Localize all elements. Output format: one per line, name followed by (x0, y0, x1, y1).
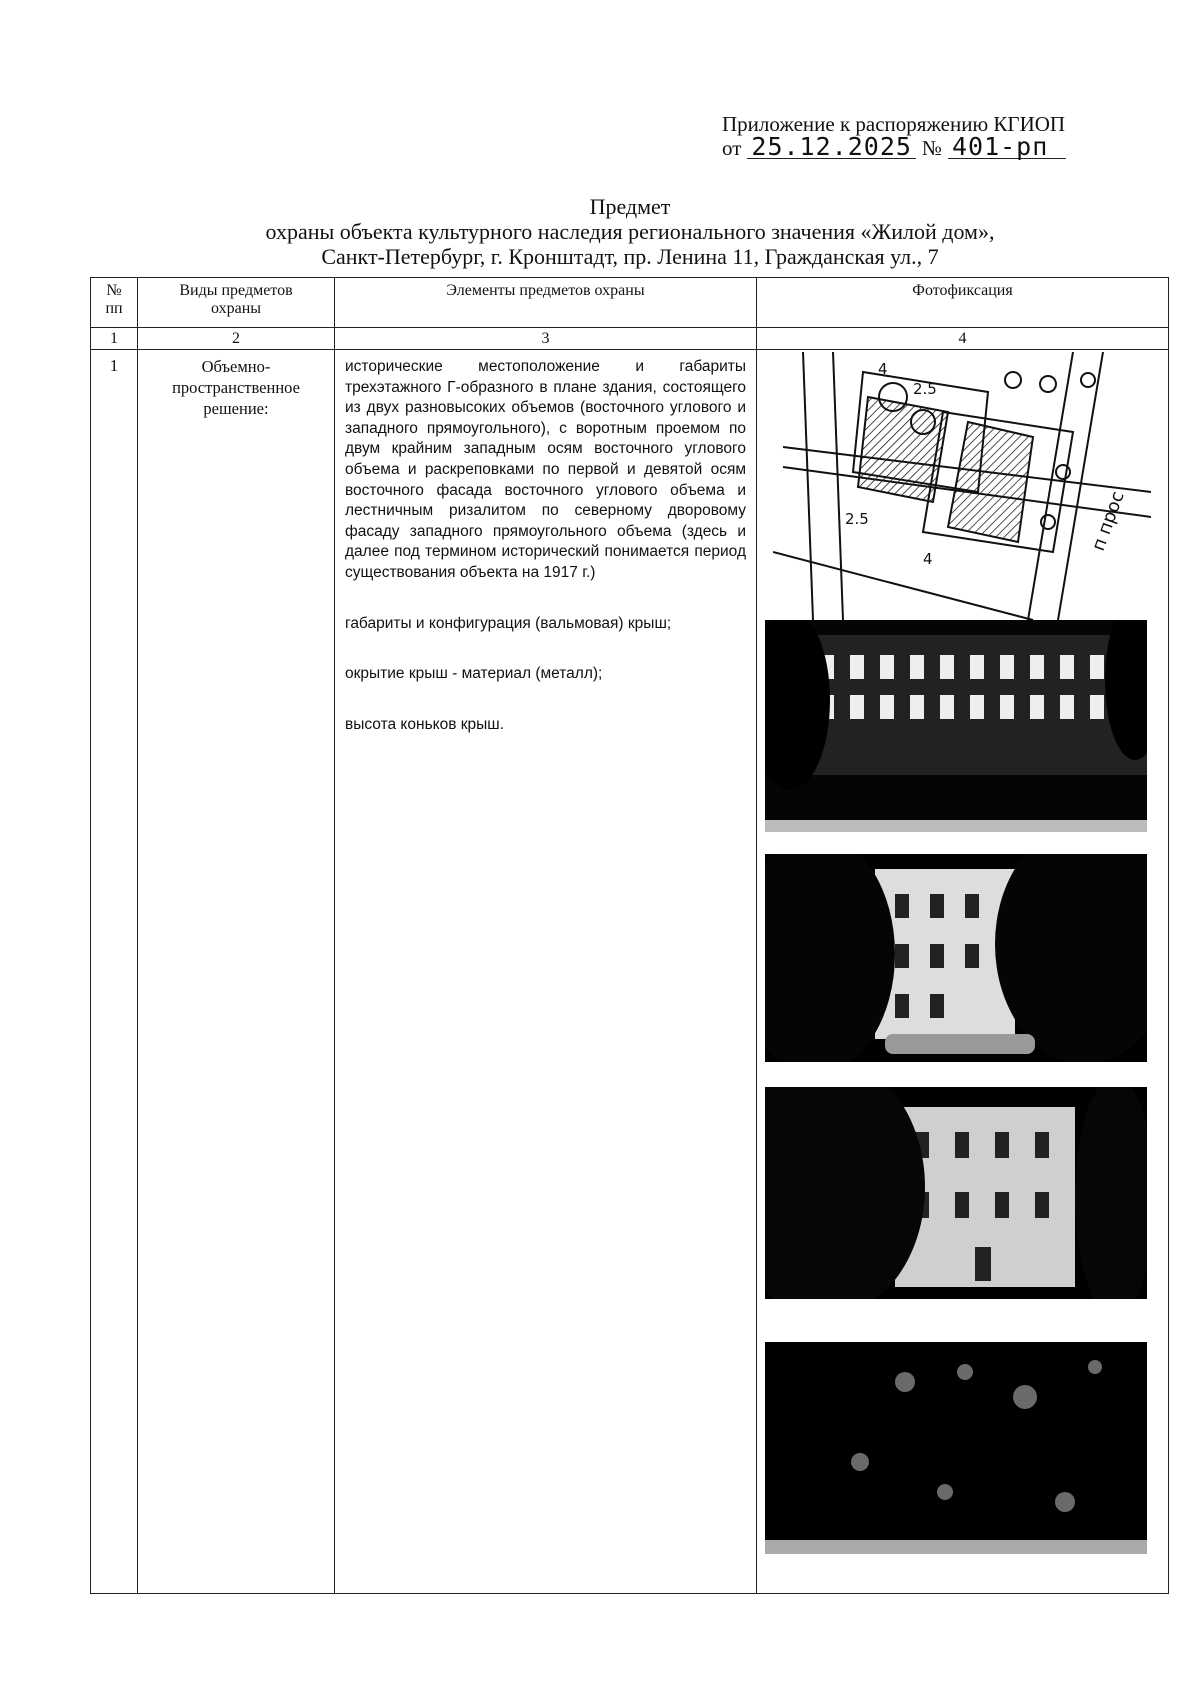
title-line-1: Предмет (589, 194, 671, 219)
plan-line (803, 352, 813, 620)
ref-number-label: № (921, 136, 942, 160)
plan-elevation-label: 2.5 (913, 380, 937, 398)
index-1: 1 (91, 328, 138, 350)
element-text-4: высота коньков крыш. (345, 715, 505, 733)
plan-tree (1040, 376, 1056, 392)
row-number: 1 (91, 350, 138, 1594)
facade-photo-3 (765, 1087, 1147, 1299)
facade-photo-1 (765, 620, 1147, 832)
index-2: 2 (138, 328, 335, 350)
row-elements (335, 350, 757, 1594)
header-kind: Виды предметов охраны (138, 278, 335, 328)
header-photo: Фотофиксация (757, 278, 1169, 328)
document-title (90, 194, 1170, 269)
index-4: 4 (757, 328, 1169, 350)
plan-line (833, 352, 843, 620)
plan-tree (1081, 373, 1095, 387)
plan-building-hatched (948, 422, 1033, 542)
plan-number-label: 4 (878, 360, 888, 378)
row-kind: Объемно-пространственное решение: (138, 350, 335, 1594)
element-text-1: исторические местоположение и габариты трехэтажного Г-образного в плане здания, состоящего из двух разновысоких объемов (восточного углового и западного прямоугольного), с воротным проемом по двум крайним западным осям восточного углового объема и раскреповками по первой и девятой осям восточного фасада восточного углового объема и лестничным ризалитом по северному дворовому фасаду западного прямоугольного объема (здесь и далее под термином исторический понимается период существования объекта на 1917 г.) (345, 358, 746, 581)
appendix-header (722, 112, 1072, 160)
plan-tree (1041, 515, 1055, 529)
order-date: 25.12.2025 (747, 136, 916, 159)
header-elements: Элементы предметов охраны (335, 278, 757, 328)
table-header-row (91, 278, 1169, 328)
title-line-2: охраны объекта культурного наследия регионального значения «Жилой дом», (265, 219, 995, 244)
plan-number-label: 4 (923, 550, 933, 568)
ref-prefix: от (722, 136, 742, 160)
row-photos (757, 350, 1169, 1594)
facade-photo-2 (765, 854, 1147, 1062)
plan-street-label: п прос (1087, 488, 1129, 554)
title-line-3: Санкт-Петербург, г. Кронштадт, пр. Ленина 11, Гражданская ул., 7 (321, 244, 939, 269)
plan-tree (1056, 465, 1070, 479)
index-3: 3 (335, 328, 757, 350)
order-reference (722, 132, 1072, 161)
element-text-2: габариты и конфигурация (вальмовая) крыш; (345, 614, 672, 632)
facade-photo-4 (765, 1342, 1147, 1554)
plan-elevation-label: 2.5 (845, 510, 869, 528)
protection-subject-table (90, 277, 1169, 1594)
header-number: № пп (91, 278, 138, 328)
car (885, 1034, 1035, 1054)
element-text-3: окрытие крыш - материал (металл); (345, 665, 603, 683)
order-number: 401-рп (948, 136, 1066, 159)
table-row (91, 350, 1169, 1594)
column-index-row (91, 328, 1169, 350)
plan-tree (1005, 372, 1021, 388)
plan-building-hatched (858, 397, 948, 502)
site-plan-image (773, 352, 1151, 620)
appendix-line: Приложение к распоряжению КГИОП (722, 112, 1066, 136)
